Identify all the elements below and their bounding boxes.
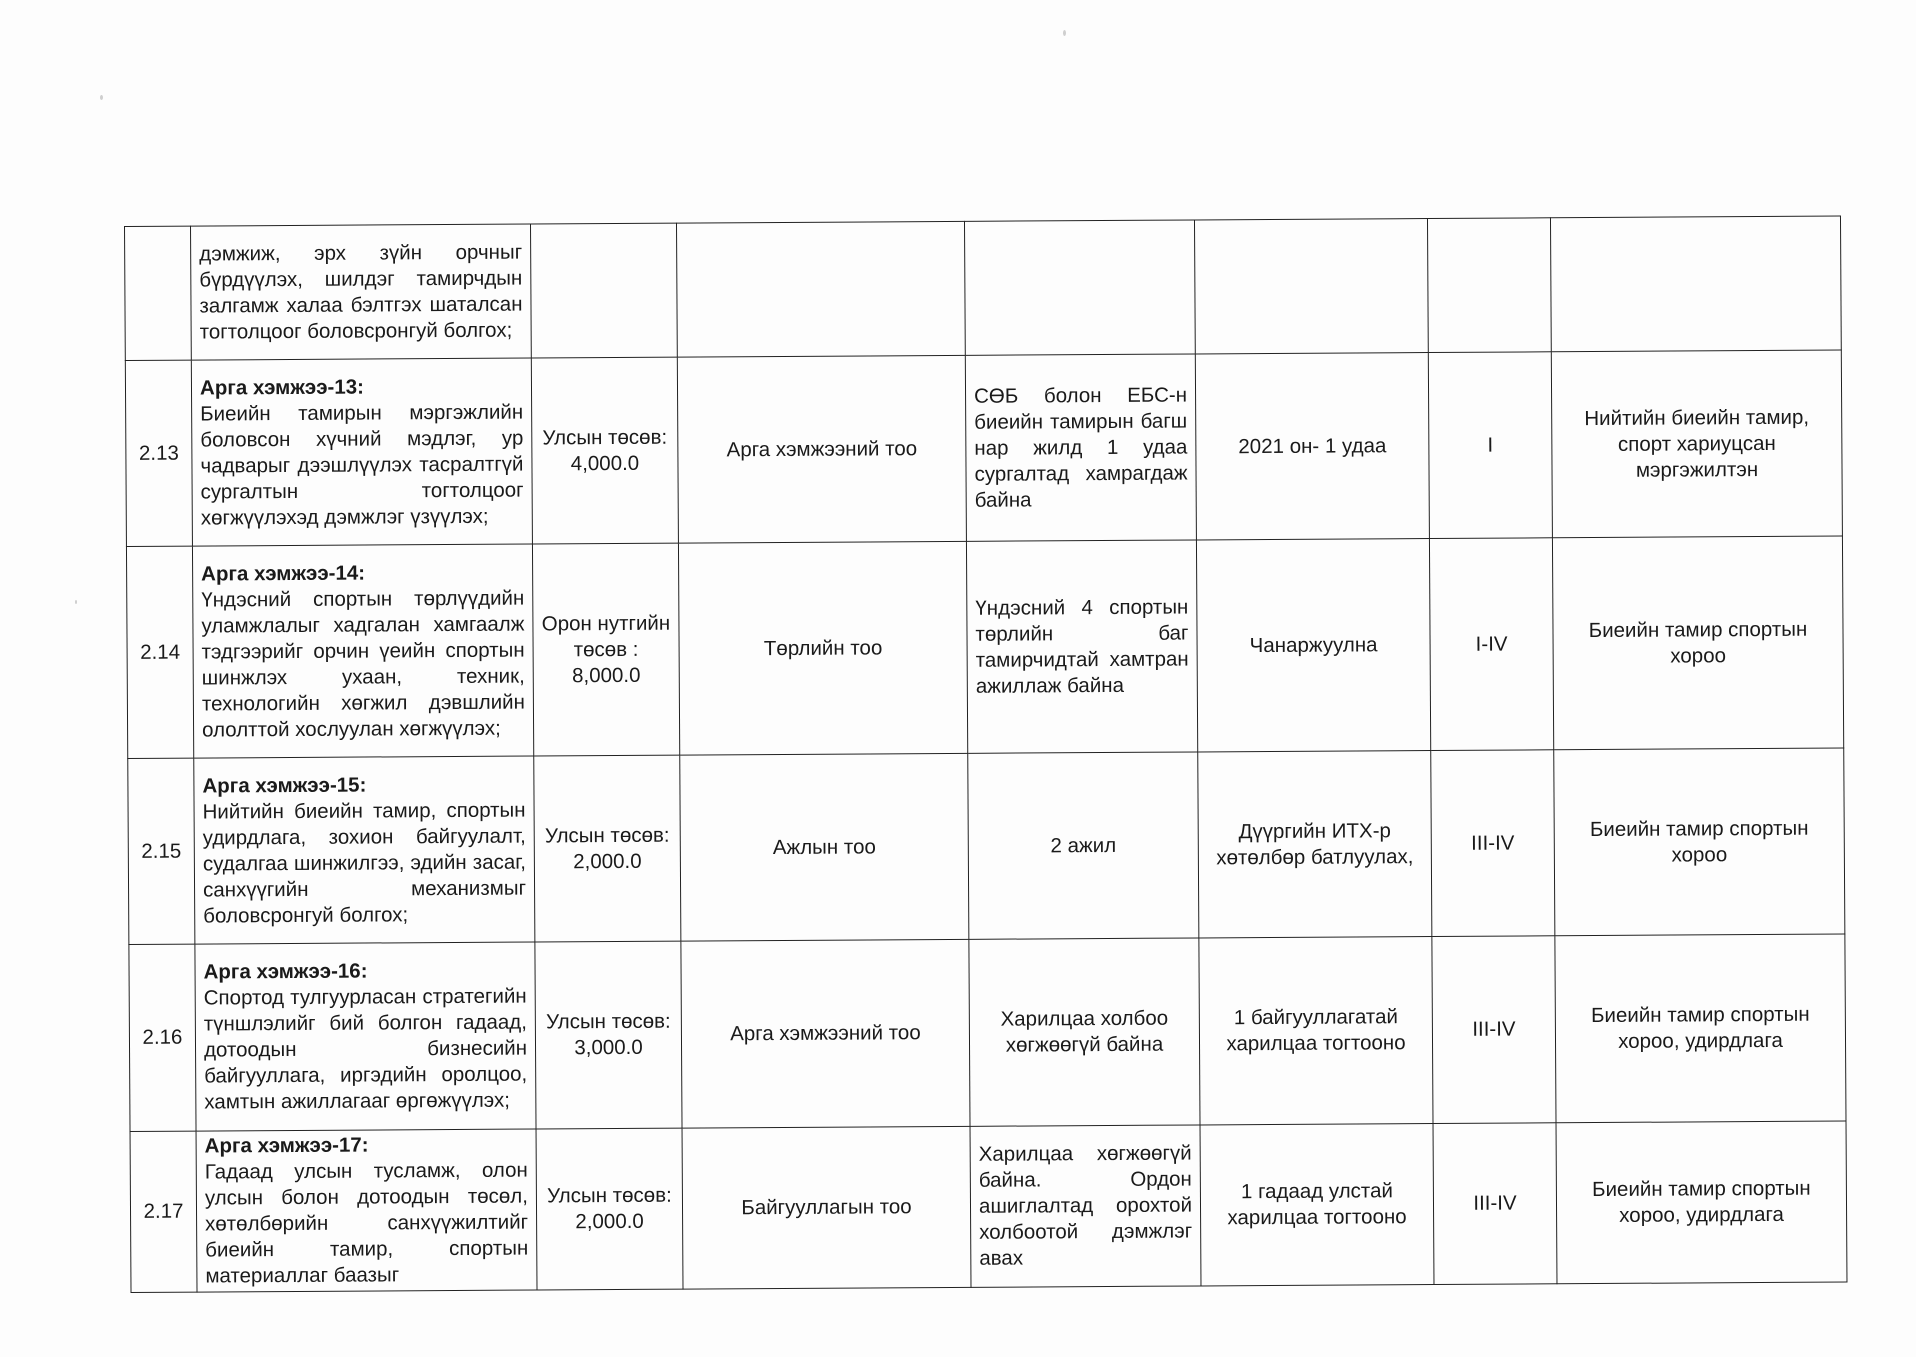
scan-speck <box>100 95 103 100</box>
measure-cell <box>191 358 532 546</box>
measure-cell <box>195 942 536 1131</box>
measure-cell <box>196 1129 537 1292</box>
indicator-cell: Төрлийн тоо <box>678 541 967 755</box>
quarter-cell: I <box>1428 352 1552 539</box>
row-number: 2.16 <box>129 944 196 1131</box>
baseline-cell: Харилцаа холбоо хөгжөөгүй байна <box>969 938 1200 1126</box>
baseline-cell: СӨБ болон ЕБС-н биеийн тамирын багш нар жилд 1 удаа сургалтад хамрагдаж байна <box>965 354 1196 541</box>
target-cell: 1 гадаад улстай харилцаа тогтооно <box>1200 1124 1434 1286</box>
action-plan-table <box>124 216 1847 1293</box>
measure-description: дэмжиж, эрх зүйн орчныг бүрдүүлэх, шилдэг тамирчдын залгамж халаа бэлтгэх шаталсан тогтолцоог боловсронгуй болгох; <box>199 240 523 344</box>
scan-speck <box>1063 30 1066 36</box>
measure-description: Спортод тулгуурласан стратегийн түншлэлийг бий болгон гадаад, дотоодын бизнесийн байгууллага, иргэдийн оролцоо, хамтын ажиллагааг өргөжүүлэх; <box>203 984 528 1114</box>
target-cell: Чанаржуулна <box>1196 539 1430 752</box>
row-number: 2.14 <box>126 546 193 758</box>
quarter-cell: III-IV <box>1433 1123 1557 1285</box>
table-row <box>129 934 1846 1131</box>
baseline-cell: 2 ажил <box>968 752 1199 939</box>
budget-cell: Улсын төсөв: 4,000.0 <box>531 357 678 544</box>
baseline-cell: Харилцаа хөгжөөгүй байна. Ордон ашиглалтад орохтой холбоотой дэмжлэг авах <box>970 1125 1201 1287</box>
baseline-cell <box>964 220 1195 355</box>
quarter-cell: III-IV <box>1432 936 1556 1124</box>
indicator-cell: Байгууллагын тоо <box>682 1126 971 1289</box>
table-row <box>130 1121 1847 1292</box>
budget-cell: Улсын төсөв: 3,000.0 <box>535 941 682 1129</box>
responsible-cell: Биеийн тамир спортын хороо <box>1552 536 1843 750</box>
quarter-cell: III-IV <box>1431 750 1555 937</box>
table-row <box>128 748 1845 944</box>
measure-cell <box>191 224 532 360</box>
target-cell: Дүүргийн ИТХ-р хөтөлбөр батлуулах, <box>1198 751 1432 938</box>
target-cell: 2021 он- 1 удаа <box>1195 353 1429 540</box>
baseline-cell: Үндэсний 4 спортын төрлийн баг тамирчидтай хамтран ажиллаж байна <box>966 540 1197 753</box>
responsible-cell: Биеийн тамир спортын хороо, удирдлага <box>1556 1121 1847 1284</box>
measure-heading: Арга хэмжээ-13: <box>199 375 365 400</box>
budget-cell: Орон нутгийн төсөв : 8,000.0 <box>532 543 679 756</box>
row-number <box>125 226 192 360</box>
measure-heading: Арга хэмжээ-16: <box>203 959 368 984</box>
indicator-cell: Ажлын тоо <box>680 753 969 941</box>
responsible-cell: Биеийн тамир спортын хороо <box>1554 748 1845 936</box>
measure-heading: Арга хэмжээ-14: <box>201 561 366 586</box>
quarter-cell: I-IV <box>1429 538 1553 751</box>
measure-description: Нийтийн биеийн тамир, спортын удирдлага, зохион байгуулалт, судалгаа шинжилгээ, эдийн засаг, санхүүгийн механизмыг боловсронгуй болгох; <box>202 798 527 928</box>
measure-description: Үндэсний спортын төрлүүдийн уламжлалыг хадгалан хамгаалж тэдгээрийг орчин үеийн спортын шинжлэх ухаан, техник, технологийн хөгжил дэвшлийн ололттой хослуулан хөгжүүлэх; <box>201 586 525 742</box>
row-number: 2.15 <box>128 758 195 944</box>
target-cell: 1 байгууллагатай харилцаа тогтооно <box>1199 937 1433 1125</box>
budget-cell: Улсын төсөв: 2,000.0 <box>536 1128 683 1290</box>
scan-speck <box>75 600 77 604</box>
measure-description: Биеийн тамирын мэргэжлийн боловсон хүчний мэдлэг, ур чадварыг дээшлүүлэх тасралтгүй сургалтын тогтолцоог хөгжүүлэхэд дэмжлэг үзүүлэх; <box>200 400 524 530</box>
measure-heading: Арга хэмжээ-15: <box>202 773 367 798</box>
measure-heading: Арга хэмжээ-17: <box>204 1133 369 1158</box>
budget-cell <box>530 223 677 358</box>
indicator-cell: Арга хэмжээний тоо <box>677 355 966 543</box>
row-number: 2.17 <box>130 1131 197 1292</box>
indicator-cell <box>676 221 965 357</box>
responsible-cell <box>1550 216 1841 352</box>
measure-description: Гадаад улсын тусламж, олон улсын болон дотоодын төсөл, хөтөлбөрийн санхүүжилтийг биеийн тамир, спортын материаллаг баазыг <box>204 1158 529 1288</box>
table-row <box>125 350 1842 546</box>
measure-cell <box>192 544 533 758</box>
table-row <box>126 536 1843 758</box>
target-cell <box>1194 219 1428 354</box>
indicator-cell: Арга хэмжээний тоо <box>681 939 970 1128</box>
responsible-cell: Биеийн тамир спортын хороо, удирдлага <box>1555 934 1846 1123</box>
measure-cell <box>194 756 535 944</box>
responsible-cell: Нийтийн биеийн тамир, спорт хариуцсан мэргэжилтэн <box>1551 350 1842 538</box>
budget-cell: Улсын төсөв: 2,000.0 <box>534 755 681 942</box>
quarter-cell <box>1427 218 1551 353</box>
table-row <box>125 216 1842 360</box>
row-number: 2.13 <box>125 360 192 546</box>
